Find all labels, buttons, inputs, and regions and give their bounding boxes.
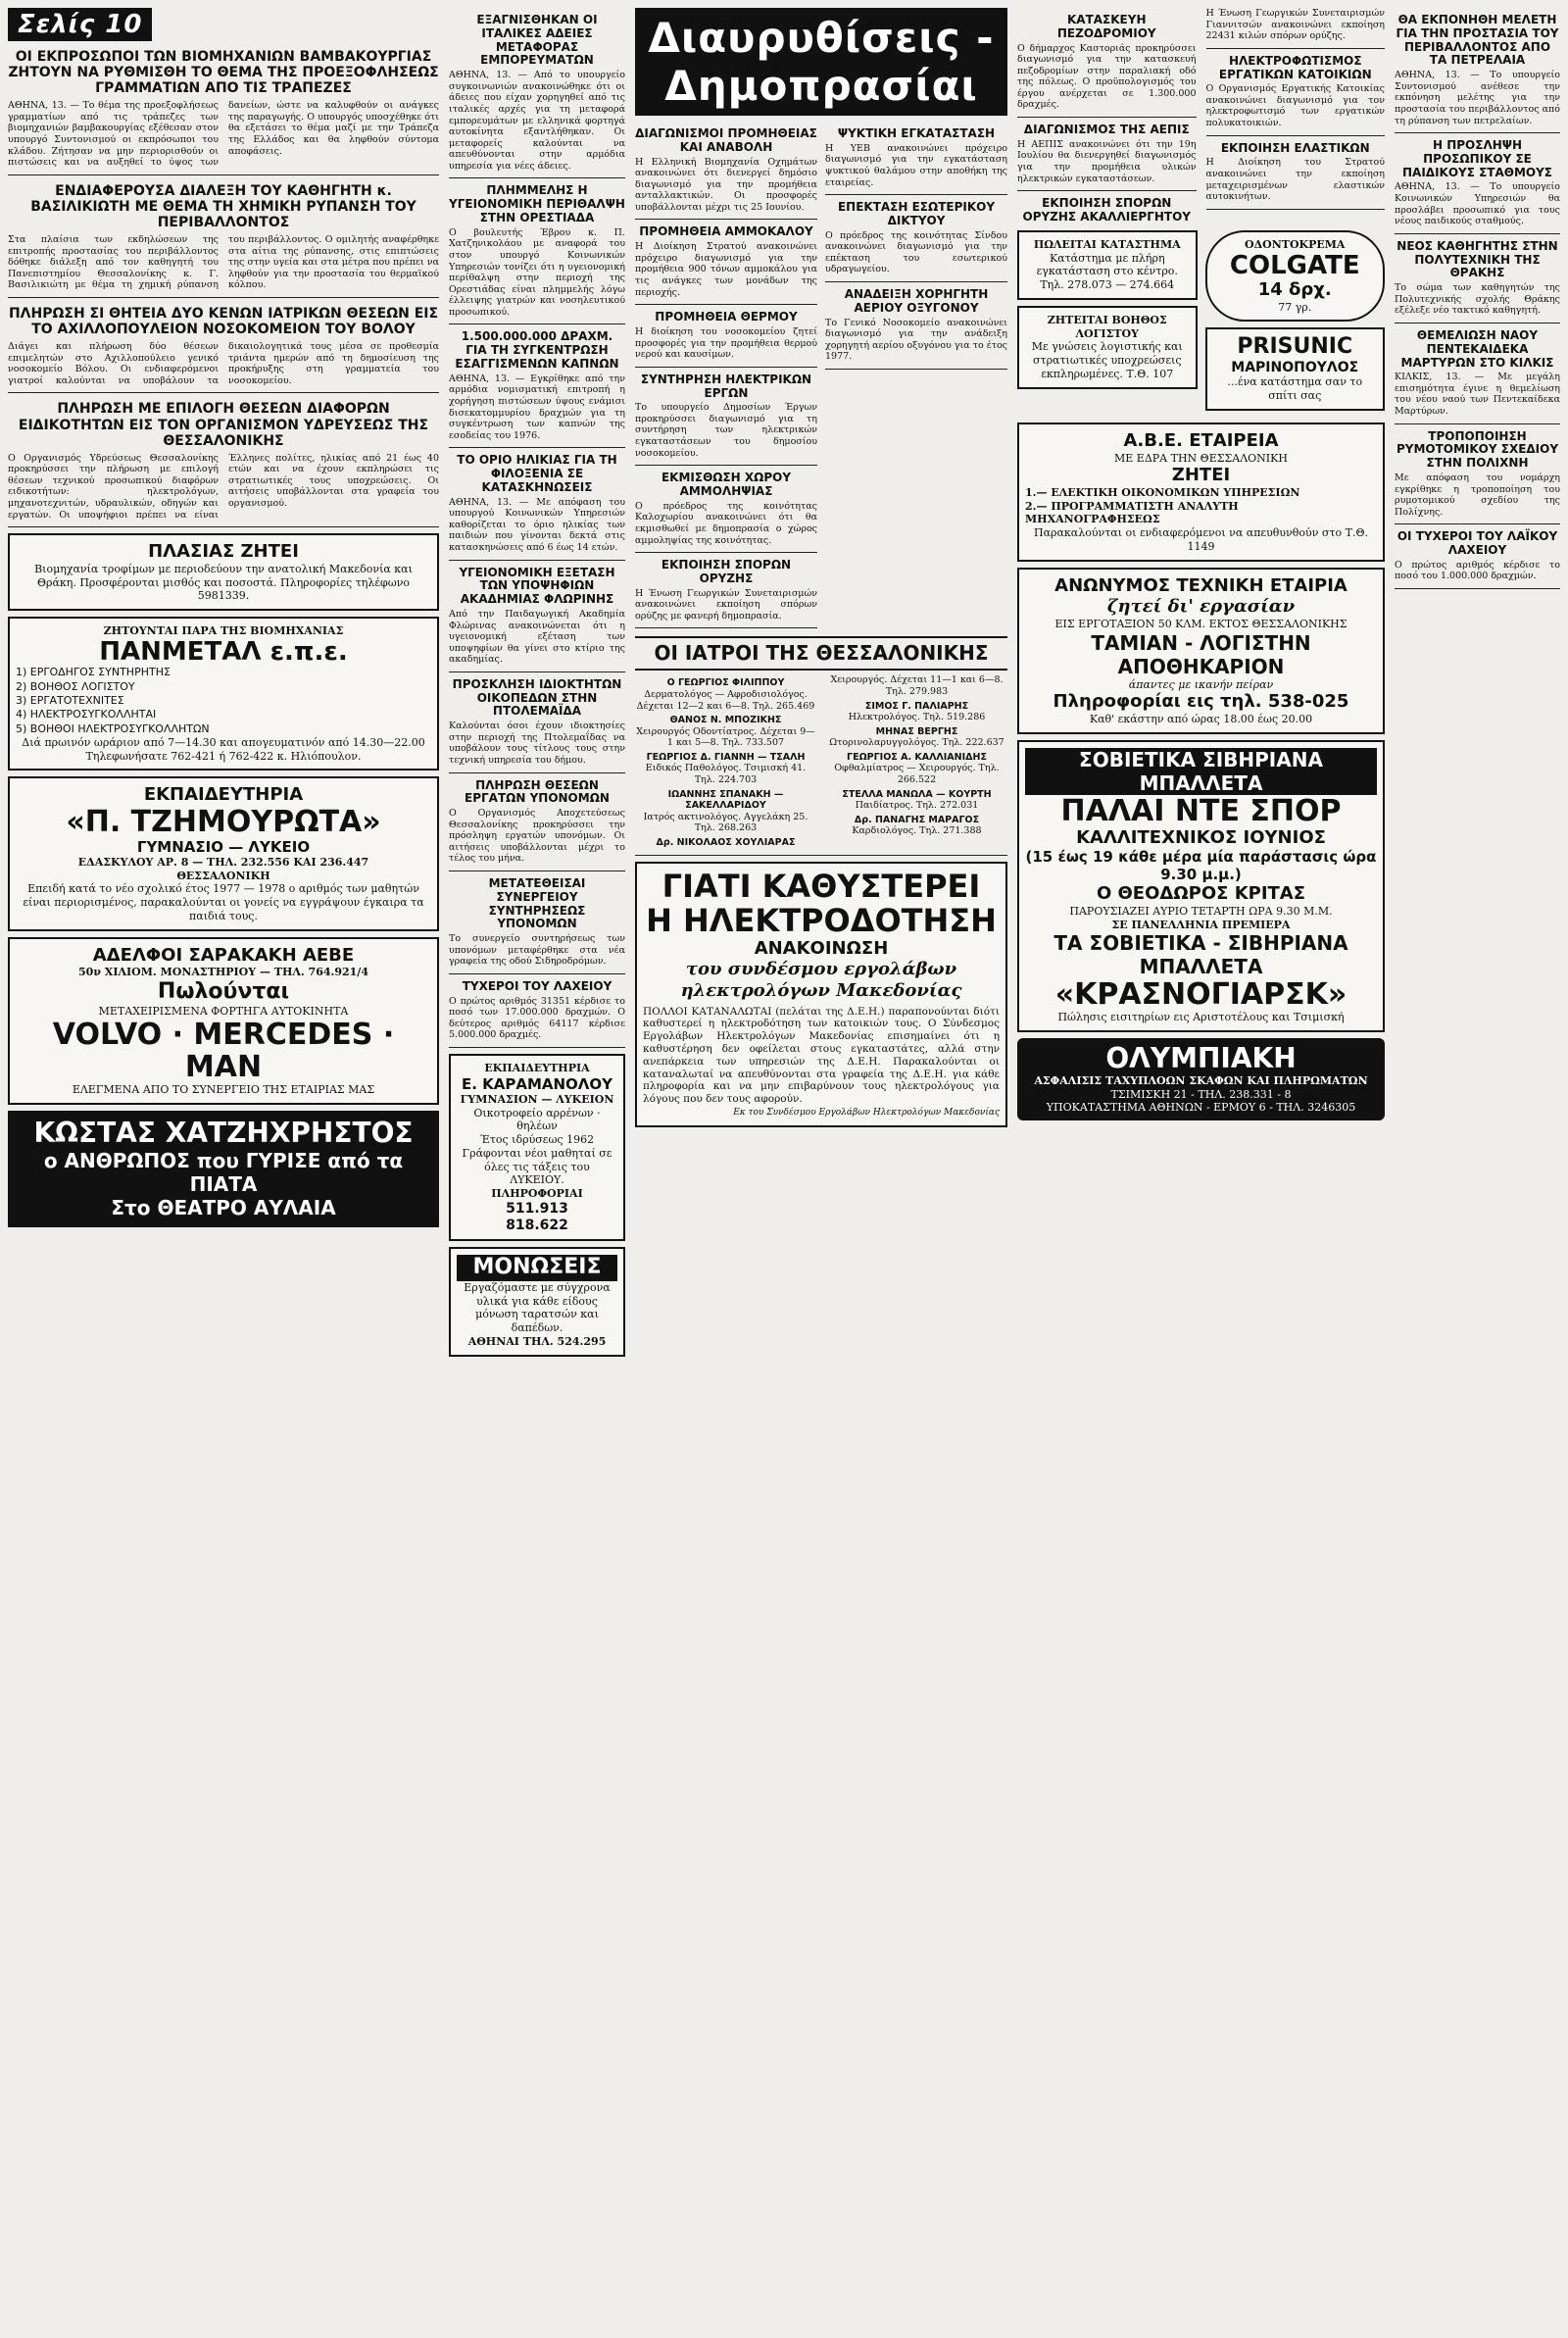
ad-colgate xyxy=(1205,230,1386,323)
ad-sub: ΜΑΡΙΝΟΠΟΥΛΟΣ xyxy=(1231,359,1359,375)
article-sewer-crew xyxy=(449,871,625,974)
ad-name: ΑΔΕΛΦΟΙ ΣΑΡΑΚΑΚΗ ΑΕΒΕ xyxy=(92,944,355,966)
tender-title: ΕΚΠΟΙΗΣΗ ΣΠΟΡΩΝ ΟΡΥΖΗΣ xyxy=(661,558,792,585)
ad-line-1: ΣΟΒΙΕΤΙΚΑ ΣΙΒΗΡΙΑΝΑ ΜΠΑΛΛΕΤΑ xyxy=(1025,748,1377,795)
tender-body: Ο δήμαρχος Καστοριάς προκηρύσσει διαγωνισμό για την κατασκευή πεζοδρομίων στην παραλιακή οδό της πόλεως. Ο προϋπολογισμός του έργου ανέρχεται σε 1.300.000 δραχμές. xyxy=(1017,42,1197,111)
doctor-listing xyxy=(826,815,1007,837)
article-title: ΠΡΟΣΚΛΗΣΗ ΙΔΙΟΚΤΗΤΩΝ ΟΙΚΟΠΕΔΩΝ ΣΤΗΝ ΠΤΟΛΕΜΑΪΔΑ xyxy=(452,676,622,719)
ad-type: ΓΥΜΝΑΣΙΟ — ΛΥΚΕΙΟ xyxy=(136,837,311,856)
article-body: Στα πλαίσια των εκδηλώσεων της επιτροπής προστασίας του περιβάλλοντος δόθηκε διάλεξη από τον καθηγητή του Πανεπιστημίου Θεσσαλονίκης κ. Γ. Βασιλικιώτη με θέμα τη χημική ρύπανση του περιβάλλοντος. Ο ομιλητής αναφέρθηκε στα αίτια της ρύπανσης, στις επιπτώσεις της στην υγεία και στα μέτρα που πρέπει να ληφθούν για την προστασία του θερμαϊκού κόλπου. xyxy=(8,234,439,291)
tender-item xyxy=(635,466,817,553)
tender-title: ΠΡΟΜΗΘΕΙΑ ΘΕΡΜΟΥ xyxy=(655,310,798,324)
ad-sub-2: του συνδέσμου εργολάβων ηλεκτρολόγων Μακεδονίας xyxy=(680,959,962,1002)
ad-title: ΟΔΟΝΤΟΚΡΕΜΑ xyxy=(1245,237,1346,251)
article-body: Ο Οργανισμός Υδρεύσεως Θεσσαλονίκης προκηρύσσει την πλήρωση με επιλογή θέσεων τεχνικού προσωπικού διαφόρων ειδικοτήτων: ηλεκτρολόγων, μηχανοτεχνιτών, υδραυλικών, οδηγών και εργατών. Οι υποψήφιοι πρέπει να είναι Έλληνες πολίτες, ηλικίας από 21 έως 40 ετών και να έχουν εκπληρώσει τις στρατιωτικές τους υποχρεώσεις. Οι αιτήσεις υποβάλλονται στα γραφεία του οργανισμού. xyxy=(8,452,439,521)
tender-title: ΕΠΕΚΤΑΣΗ ΕΣΩΤΕΡΙΚΟΥ ΔΙΚΤΥΟΥ xyxy=(837,200,996,227)
doctor-desc: Καρδιολόγος. Τηλ. 271.388 xyxy=(852,825,982,837)
page-tag xyxy=(8,8,439,41)
ad-body: Βιομηχανία τροφίμων με περιοδεύουν την ανατολική Μακεδονία και Θράκη. Προσφέρονται μισθός και ποσοστά. Πληροφορίες τηλέφωνο 5981339. xyxy=(34,562,413,603)
tender-body: Το Γενικό Νοσοκομείο ανακοινώνει διαγωνισμό για την ανάδειξη χορηγητή αερίου οξυγόνου για το έτος 1977. xyxy=(825,317,1007,363)
ad-brand: ΟΛΥΜΠΙΑΚΗ xyxy=(1105,1042,1297,1075)
ad-phone: ΑΘΗΝΑΙ ΤΗΛ. 524.295 xyxy=(467,1334,607,1348)
tender-title: ΨΥΚΤΙΚΗ ΕΓΚΑΤΑΣΤΑΣΗ xyxy=(837,126,996,140)
ad-company: ΠΑΝΜΕΤΑΛ ε.π.ε. xyxy=(99,636,348,667)
ad-title: ΠΩΛΕΙΤΑΙ ΚΑΤΑΣΤΗΜΑ xyxy=(1033,237,1181,251)
ad-title: Α.Β.Ε. ΕΤΑΙΡΕΙΑ xyxy=(1123,429,1279,451)
doctor-name: ΜΗΝΑΣ ΒΕΡΓΗΣ xyxy=(875,725,958,737)
article-title: Η ΠΡΟΣΛΗΨΗ ΠΡΟΣΩΠΙΚΟΥ ΣΕ ΠΑΙΔΙΚΟΥΣ ΣΤΑΘΜΟΥΣ xyxy=(1401,138,1552,179)
article-florina-exam xyxy=(449,561,625,672)
ad-position: ΤΑΜΙΑΝ - ΛΟΓΙΣΤΗΝ ΑΠΟΘΗΚΑΡΙΟΝ xyxy=(1091,630,1311,678)
ad-want: ζητεί δι' εργασίαν xyxy=(1106,596,1296,618)
tender-item xyxy=(825,122,1007,195)
ad-electricians-notice xyxy=(635,862,1007,1128)
doctor-listing xyxy=(635,789,816,834)
tender-body: Ο Οργανισμός Εργατικής Κατοικίας ανακοινώνει διαγωνισμό για τον ηλεκτροφωτισμό των εργατικών πολυκατοικιών. xyxy=(1205,83,1385,129)
article-oil-pollution xyxy=(1395,8,1560,133)
ad-label: ΕΚΠΑΙΔΕΥΤΗΡΙΑ xyxy=(143,784,304,806)
tender-item xyxy=(635,122,817,220)
doctor-name: ΓΕΩΡΓΙΟΣ Α. ΚΑΛΛΙΑΝΙΔΗΣ xyxy=(847,751,987,763)
ad-title-2: Η ΗΛΕΚΤΡΟΔΟΤΗΣΗ xyxy=(646,901,997,939)
list-item: 2) ΒΟΗΘΟΣ ΛΟΓΙΣΤΟΥ xyxy=(16,679,135,693)
ad-note: Παρακαλούνται οι ενδιαφερόμενοι να απευθυνθούν στο Τ.Θ. 1149 xyxy=(1034,526,1368,553)
article-volos-hospital xyxy=(8,298,439,394)
ad-sell: Πωλούνται xyxy=(157,979,290,1005)
tender-body: Η διοίκηση του νοσοκομείου ζητεί προσφορές για την προμήθεια θερμού νερού και καυσίμων. xyxy=(635,325,817,361)
ad-phone-label: ΠΛΗΡΟΦΟΡΙΑΙ xyxy=(491,1187,583,1201)
doctor-name: Δρ. ΝΙΚΟΛΑΟΣ ΧΟΥΛΙΑΡΑΣ xyxy=(656,836,796,848)
tender-body: Η Διοίκηση Στρατού ανακοινώνει πρόχειρο διαγωνισμό για την προμήθεια 900 τόνων αμμοκάλου για τις ανάγκες των μονάδων της περιοχής. xyxy=(635,241,817,298)
ad-line-1: ΚΩΣΤΑΣ ΧΑΤΖΗΧΡΗΣΤΟΣ xyxy=(33,1116,414,1149)
article-body: ΑΘΗΝΑ, 13. — Από το υπουργείο συγκοινωνιών ανακοινώθηκε ότι οι άδειες που είχαν χορηγηθεί από τις ιταλικές αρχές για τη μεταφορά εμπορευμάτων με ελληνικά φορτηγά αυτοκίνητα εξαντλήθηκαν. Οι μεταφορείς καλούνται να απευθύνονται στην αρμόδια υπηρεσία για νέες άδειες. xyxy=(449,70,625,172)
ad-soviet-ballet xyxy=(1017,740,1385,1032)
tender-item xyxy=(635,305,817,368)
article-body: ΚΙΛΚΙΣ, 13. — Με μεγάλη επισημότητα έγινε η θεμελίωση του νέου ναού των Πεντεκαίδεκα Μαρτύρων. xyxy=(1395,372,1560,418)
tender-body: Η Ένωση Γεωργικών Συνεταιρισμών Γιαννιτσών ανακοινώνει εκποίηση 22431 κιλών σπόρων ορύζης. xyxy=(1205,8,1385,42)
article-pollution-lecture xyxy=(8,175,439,298)
ad-label: ΕΚΠΑΙΔΕΥΤΗΡΙΑ xyxy=(484,1062,590,1075)
tenders-col4 xyxy=(1017,8,1385,224)
article-body: Ο Οργανισμός Αποχετεύσεως Θεσσαλονίκης προκηρύσσει την πρόσληψη εργατών υπονόμων. Οι αιτήσεις υποβάλλονται μέχρι το τέλος του μήνα. xyxy=(449,808,625,865)
page-number-logo: Σελίς 10 xyxy=(8,8,152,41)
tender-item xyxy=(635,368,817,466)
ad-line-3: Στο ΘΕΑΤΡΟ ΑΥΛΑΙΑ xyxy=(111,1195,336,1219)
doctor-name: ΓΕΩΡΓΙΟΣ Δ. ΓΙΑΝΝΗ — ΤΣΑΛΗ xyxy=(646,751,806,763)
ad-line-8: ΤΑ ΣΟΒΙΕΤΙΚΑ - ΣΙΒΗΡΙΑΝΑ ΜΠΑΛΛΕΤΑ xyxy=(1054,931,1348,979)
doctor-desc: Ειδικός Παθολόγος. Τσιμισκή 41. Τηλ. 224.703 xyxy=(645,763,807,786)
article-tobacco-credits xyxy=(449,324,625,448)
ad-phone-2: 818.622 xyxy=(506,1217,568,1233)
article-body: Από την Παιδαγωγική Ακαδημία Φλώρινας ανακοινώνεται ότι η υγειονομική εξέταση των υποψηφίων θα γίνει στο κτίριο της ακαδημίας. xyxy=(449,608,625,666)
ad-olympiaki-insurance xyxy=(1017,1038,1385,1120)
doctor-listing xyxy=(826,726,1007,749)
tender-item xyxy=(1206,136,1386,210)
ad-salesman xyxy=(8,533,439,611)
ad-name: Ε. ΚΑΡΑΜΑΝΟΛΟΥ xyxy=(461,1074,613,1093)
doctor-listing xyxy=(826,789,1007,812)
article-body: Ο πρώτος αριθμός 31351 κέρδισε το ποσό των 17.000.000 δραχμών. Ο δεύτερος αριθμός 64117 κέρδισε 5.000.000 δραχμές. xyxy=(449,995,625,1041)
article-title: ΠΛΗΜΜΕΛΗΣ Η ΥΓΕΙΟΝΟΜΙΚΗ ΠΕΡΙΘΑΛΨΗ ΣΤΗΝ ΟΡΕΣΤΙΑΔΑ xyxy=(449,183,625,224)
doctor-listing xyxy=(635,677,816,712)
doctor-listing xyxy=(635,715,816,749)
article-thrace-professor xyxy=(1395,234,1560,323)
ad-body: ΠΟΛΛΟΙ ΚΑΤΑΝΑΛΩΤΑΙ (πελάται της Δ.Ε.Η.) παραπονούνται διότι καθυστερεί η ηλεκτροδότηση των κατοικιών τους. Ο Σύνδεσμος Εργολάβων Ηλεκτρολόγων Μακεδονίας επισημαίνει ότι η καθυστέρηση δεν οφείλεται στους εγκαταστάτες, αλλά στην ανεπάρκεια των υπηρεσιών της Δ.Ε.Η. Παρακαλούνται οι καταναλωταί να απευθύνονται στα γραφεία της Δ.Ε.Η. για κάθε πληροφορία και να μην επιβαρύνουν τους ηλεκτρολόγους για λόγους που δεν τους αφορούν. xyxy=(643,1005,1000,1106)
ad-line-5: Ο ΘΕΟΔΩΡΟΣ ΚΡΙΤΑΣ xyxy=(1096,883,1306,905)
article-title: ΜΕΤΑΤΕΘΕΙΣΑΙ ΣΥΝΕΡΓΕΙΟΥ ΣΥΝΤΗΡΗΣΕΩΣ ΥΠΟΝΟΜΩΝ xyxy=(488,876,586,931)
ad-phone: Τηλεφωνήσατε 762-421 ή 762-422 κ. Ηλιόπουλον. xyxy=(85,749,362,763)
ad-phone: 538-025 xyxy=(1267,691,1349,713)
ad-title: ΖΗΤΕΙΤΑΙ ΒΟΗΘΟΣ ΛΟΓΙΣΤΟΥ xyxy=(1047,313,1167,340)
ad-insulation xyxy=(449,1247,625,1356)
article-nursery-staff xyxy=(1395,133,1560,234)
article-body: Διάγει και πλήρωση δύο θέσεων επιμελητών στο Αχιλλοπούλειο γενικό νοσοκομείο Βόλου. Οι ενδιαφερόμενοι γιατροί καλούνται να υποβάλουν τα δικαιολογητικά τους μέσα σε προθεσμία τριάντα ημερών από τη δημοσίευση της προκήρυξης στη γραμματεία του νοσοκομείου. xyxy=(8,341,439,386)
ad-tag: ...ένα κατάστημα σαν το σπίτι σας xyxy=(1227,375,1363,403)
ad-title: ΠΛΑΣΙΑΣ ΖΗΤΕΙ xyxy=(148,541,299,563)
article-body: Ο πρώτος αριθμός κέρδισε το ποσό του 1.000.000 δραχμών. xyxy=(1395,559,1560,582)
column-5 xyxy=(1395,8,1560,2331)
article-body: ΑΘΗΝΑ, 13. — Το υπουργείο Συντονισμού ανέθεσε την εκπόνηση μελέτης για την προστασία του περιβάλλοντος από τη ρύπανση των πετρελαίων. xyxy=(1395,70,1560,126)
column-2 xyxy=(449,8,625,2331)
article-title: ΕΞΑΓΝΙΣΘΗΚΑΝ ΟΙ ΙΤΑΛΙΚΕΣ ΑΔΕΙΕΣ ΜΕΤΑΦΟΡΑΣ ΕΜΠΟΡΕΥΜΑΤΩΝ xyxy=(476,13,598,68)
ad-title-1: ΓΙΑΤΙ ΚΑΘΥΣΤΕΡΕΙ xyxy=(662,867,981,905)
article-water-org xyxy=(8,393,439,527)
article-body: Με απόφαση του νομάρχη εγκρίθηκε η τροποποίηση του ρυμοτομικού σχεδίου της Πολίχνης. xyxy=(1395,473,1560,518)
ad-sub: Οικοτροφείο αρρένων · θηλέων xyxy=(473,1106,601,1133)
ad-line-3: ΚΑΛΛΙΤΕΧΝΙΚΟΣ ΙΟΥΝΙΟΣ xyxy=(1076,826,1326,848)
article-body: Το συνεργείο συντηρήσεως των υπονόμων μεταφέρθηκε στα νέα γραφεία της οδού Σιδηροδρόμων. xyxy=(449,933,625,968)
article-body: ΑΘΗΝΑ, 13. — Εγκρίθηκε από την αρμόδια νομισματική επιτροπή η χορήγηση πιστώσεων ύψους ενάμισι δισεκατομμυρίου δραχμών για τη συγκέντρωση των καπνών της εσοδείας του 1976. xyxy=(449,373,625,441)
ad-body: Εργαζόμαστε με σύγχρονα υλικά για κάθε είδους μόνωση ταρατσών και δαπέδων. xyxy=(464,1280,611,1335)
ad-body: Με γνώσεις λογιστικής και στρατιωτικές υποχρεώσεις εκπληρωμένες. Τ.Θ. 107 xyxy=(1031,340,1183,380)
tender-body: Η ΑΕΠΙΣ ανακοινώνει ότι την 19η Ιουλίου θα διενεργηθεί διαγωνισμός για την προμήθεια υλικών ηλεκτρικών εγκαταστάσεων. xyxy=(1017,138,1197,184)
article-title: ΟΙ ΤΥΧΕΡΟΙ ΤΟΥ ΛΑΪΚΟΥ ΛΑΧΕΙΟΥ xyxy=(1396,529,1558,558)
column-4 xyxy=(1017,8,1385,2331)
ad-want: ΖΗΤΕΙ xyxy=(1171,465,1231,486)
ad-line-6: ΠΑΡΟΥΣΙΑΖΕΙ ΑΥΡΙΟ ΤΕΤΑΡΤΗ ΩΡΑ 9.30 Μ.Μ. xyxy=(1069,904,1333,918)
article-title: ΤΥΧΕΡΟΙ ΤΟΥ ΛΑΧΕΙΟΥ xyxy=(462,978,612,993)
ad-brand: PRISUNIC xyxy=(1237,334,1353,360)
tender-title: ΑΝΑΔΕΙΞΗ ΧΟΡΗΓΗΤΗ ΑΕΡΙΟΥ ΟΞΥΓΟΝΟΥ xyxy=(844,287,989,315)
doctor-name: Δρ. ΠΑΝΑΓΗΣ ΜΑΡΑΓΟΣ xyxy=(854,814,980,825)
ad-note: Γράφονται νέοι μαθηταί σε όλες τις τάξεις του ΛΥΚΕΙΟΥ. xyxy=(462,1146,612,1187)
tender-body: Η Διοίκηση του Στρατού ανακοινώνει την εκποίηση μεταχειρισμένων ελαστικών αυτοκινήτων. xyxy=(1205,157,1385,203)
article-title: ΠΛΗΡΩΣΗ ΣΙ ΘΗΤΕΙΑ ΔΥΟ ΚΕΝΩΝ ΙΑΤΡΙΚΩΝ ΘΕΣΕΩΝ ΕΙΣ ΤΟ ΑΧΙΛΛΟΠΟΥΛΕΙΟΝ ΝΟΣΟΚΟΜΕΙΟΝ ΤΟΥ ΒΟΛΟΥ xyxy=(8,305,439,338)
tender-title: ΗΛΕΚΤΡΟΦΩΤΙΣΜΟΣ ΕΡΓΑΤΙΚΩΝ ΚΑΤΟΙΚΙΩΝ xyxy=(1218,53,1372,81)
doctor-name: ΙΩΑΝΝΗΣ ΣΠΑΝΑΚΗ — ΣΑΚΕΛΛΑΡΙΔΟΥ xyxy=(667,788,784,812)
article-title: ΘΑ ΕΚΠΟΝΗΘΗ ΜΕΛΕΤΗ ΓΙΑ ΤΗΝ ΠΡΟΣΤΑΣΙΑ ΤΟΥ ΠΕΡΙΒΑΛΛΟΝΤΟΣ ΑΠΟ ΤΑ ΠΕΤΡΕΛΑΙΑ xyxy=(1396,13,1559,68)
column-3 xyxy=(635,8,1007,2331)
ad-prisunic xyxy=(1205,327,1386,410)
article-body: ΑΘΗΝΑ, 13. — Το υπουργείο Κοινωνικών Υπηρεσιών θα προσλάβει προσωπικό για τους νέους παιδικούς σταθμούς. xyxy=(1395,181,1560,227)
tender-body: Το υπουργείο Δημοσίων Έργων προκηρύσσει διαγωνισμό για τη συντήρηση των ηλεκτρικών εγκαταστάσεων του δημοσίου νοσοκομείου. xyxy=(635,402,817,459)
ad-panmetal xyxy=(8,617,439,771)
tender-body: Ο πρόεδρος της κοινότητας Σίνδου ανακοινώνει διαγωνισμό για την επέκταση του εσωτερικού υδραγωγείου. xyxy=(825,229,1007,275)
tender-item xyxy=(825,195,1007,282)
doctors-title: ΟΙ ΙΑΤΡΟΙ ΤΗΣ ΘΕΣΣΑΛΟΝΙΚΗΣ xyxy=(635,636,1007,671)
article-polichni-plan xyxy=(1395,424,1560,525)
article-title: ΝΕΟΣ ΚΑΘΗΓΗΤΗΣ ΣΤΗΝ ΠΟΛΥΤΕΧΝΙΚΗ ΤΗΣ ΘΡΑΚΗΣ xyxy=(1396,238,1558,280)
tender-body: Η Ελληνική Βιομηχανία Οχημάτων ανακοινώνει ότι διενεργεί δημόσιο διαγωνισμό για την προμήθεια ανταλλακτικών. Οι προσφορές υποβάλλονται μέχρι τις 25 Ιουνίου. xyxy=(635,156,817,213)
ad-address-2: ΥΠΟΚΑΤΑΣΤΗΜΑ ΑΘΗΝΩΝ - ΕΡΜΟΥ 6 - ΤΗΛ. 3246305 xyxy=(1046,1101,1356,1115)
ad-requirement: άπαντες με ικανήν πείραν xyxy=(1128,677,1274,691)
article-body: Το σώμα των καθηγητών της Πολυτεχνικής σχολής Θράκης εξέλεξε νέο τακτικό καθηγητή. xyxy=(1395,282,1560,317)
tender-item xyxy=(1206,49,1386,136)
article-title: ΥΓΕΙΟΝΟΜΙΚΗ ΕΞΕΤΑΣΗ ΤΩΝ ΥΠΟΨΗΦΙΩΝ ΑΚΑΔΗΜΙΑΣ ΦΛΩΡΙΝΗΣ xyxy=(459,565,615,607)
ad-line-7: ΣΕ ΠΑΝΕΛΛΗΝΙΑ ΠΡΕΜΙΕΡΑ xyxy=(1111,918,1291,931)
tender-title: ΕΚΠΟΙΗΣΗ ΕΛΑΣΤΙΚΩΝ xyxy=(1220,140,1370,155)
article-cotton-industry xyxy=(8,41,439,175)
doctor-name: ΣΤΕΛΛΑ ΜΑΝΩΛΑ — ΚΟΥΡΤΗ xyxy=(842,788,992,800)
article-title: ΘΕΜΕΛΙΩΣΗ ΝΑΟΥ ΠΕΝΤΕΚΑΙΔΕΚΑ ΜΑΡΤΥΡΩΝ ΣΤΟ ΚΙΛΚΙΣ xyxy=(1400,327,1554,370)
tender-title: ΔΙΑΓΩΝΙΣΜΟΙ ΠΡΟΜΗΘΕΙΑΣ ΚΑΙ ΑΝΑΒΟΛΗ xyxy=(635,126,817,154)
list-item: 4) ΗΛΕΚΤΡΟΣΥΓΚΟΛΛΗΤΑΙ xyxy=(16,708,157,721)
ad-name: «Π. ΤΖΗΜΟΥΡΩΤΑ» xyxy=(66,804,381,839)
column-1 xyxy=(8,8,439,2331)
ad-sub: ΜΕ ΕΔΡΑ ΤΗΝ ΘΕΣΣΑΛΟΝΙΚΗ xyxy=(1114,451,1288,465)
ad-karamanolou-school xyxy=(449,1054,625,1241)
ad-address: ΤΣΙΜΙΣΚΗ 21 - ΤΗΛ. 238.331 - 8 xyxy=(1110,1087,1292,1101)
doctors-section xyxy=(635,628,1007,855)
ad-theatre xyxy=(8,1111,439,1227)
article-lottery xyxy=(449,974,625,1048)
ad-phone-label: Πληροφορίαι εις τηλ. xyxy=(1053,691,1262,713)
ad-position-1: 1.— ΕΛΕΚΤΙΚΗ ΟΙΚΟΝΟΜΙΚΩΝ ΥΠΗΡΕΣΙΩΝ xyxy=(1025,485,1300,499)
doctor-listing xyxy=(826,701,1007,723)
article-body: ΑΘΗΝΑ, 13. — Το θέμα της προεξοφλήσεως γραμματίων από τις τράπεζες των βιομηχανιών βαμβακουργίας εξέθεσαν στον υπουργό Συντονισμού οι εκπρόσωποι του κλάδου. Ζήτησαν να μην περιορισθούν οι πιστώσεις και να αυξηθεί το ύψος των δανείων, ώστε να καλυφθούν οι ανάγκες της παραγωγής. Ο υπουργός υποσχέθηκε ότι θα εξετάσει το θέμα μαζί με την Τράπεζα της Ελλάδος και θα ληφθούν σύντομα αποφάσεις. xyxy=(8,100,439,169)
tender-title: ΚΑΤΑΣΚΕΥΗ ΠΕΖΟΔΡΟΜΙΟΥ xyxy=(1056,13,1156,40)
ad-brands: VOLVO · MERCEDES · MAN xyxy=(52,1018,395,1085)
list-item: 1) ΕΡΓΟΔΗΓΟΣ ΣΥΝΤΗΡΗΤΗΣ xyxy=(16,666,171,679)
tender-title: ΕΚΜΙΣΘΩΣΗ ΧΩΡΟΥ ΑΜΜΟΛΗΨΙΑΣ xyxy=(661,471,792,498)
article-ptolemaida xyxy=(449,672,625,773)
ad-address: ΕΔΑΣΚΥΛΟΥ ΑΡ. 8 — ΤΗΛ. 232.556 ΚΑΙ 236.447 xyxy=(77,855,369,869)
ad-line-9: «ΚΡΑΣΝΟΓΙΑΡΣΚ» xyxy=(1054,977,1348,1013)
ad-title: ΑΝΩΝΥΜΟΣ ΤΕΧΝΙΚΗ ΕΤΑΙΡΙΑ xyxy=(1054,574,1348,596)
ad-sarakaki-trucks xyxy=(8,937,439,1105)
tenders-left xyxy=(635,122,817,628)
article-title: ΟΙ ΕΚΠΡΟΣΩΠΟΙ ΤΩΝ ΒΙΟΜΗΧΑΝΙΩΝ ΒΑΜΒΑΚΟΥΡΓΙΑΣ ΖΗΤΟΥΝ ΝΑ ΡΥΘΜΙΣΘΗ ΤΟ ΘΕΜΑ ΤΗΣ ΠΡΟΕΞΟΦΛΗΣΕΩΣ ΓΡΑΜΜΑΤΙΩΝ ΑΠΟ ΤΙΣ ΤΡΑΠΕΖΕΣ xyxy=(8,49,439,97)
article-title: ΠΛΗΡΩΣΗ ΜΕ ΕΠΙΛΟΓΗ ΘΕΣΕΩΝ ΔΙΑΦΟΡΩΝ ΕΙΔΙΚΟΤΗΤΩΝ ΕΙΣ ΤΟΝ ΟΡΓΑΝΙΣΜΟΝ ΥΔΡΕΥΣΕΩΣ ΤΗΣ ΘΕΣΣΑΛΟΝΙΚΗΣ xyxy=(18,401,429,449)
tender-body: Η Ένωση Γεωργικών Συνεταιρισμών ανακοινώνει εκποίηση σπόρων ορύζης με φανερή δημοπρασία. xyxy=(635,587,817,622)
ad-title: ΜΟΝΩΣΕΙΣ xyxy=(457,1255,617,1280)
ad-note: Επειδή κατά το νέο σχολικό έτος 1977 — 1978 ο αριθμός των μαθητών είναι περιορισμένος, παρακαλούνται οι γονείς να εγγράψουν έγκαιρα τα παιδιά τους. xyxy=(23,882,424,922)
tender-title: ΣΥΝΤΗΡΗΣΗ ΗΛΕΚΤΡΙΚΩΝ ΕΡΓΩΝ xyxy=(640,372,812,400)
article-orestiada-health xyxy=(449,178,625,324)
ad-line-2: ο ΑΝΘΡΩΠΟΣ που ΓΥΡΙΣΕ από τα ΠΙΑΤΑ xyxy=(43,1148,404,1196)
ad-phone: 511.913 xyxy=(506,1200,568,1217)
article-kilkis-church xyxy=(1395,323,1560,424)
tenders-right xyxy=(825,122,1007,628)
ad-sub-1: ΑΝΑΚΟΙΝΩΣΗ xyxy=(754,937,889,959)
ad-store-for-sale xyxy=(1017,230,1198,300)
doctor-desc: Χειρουργός Οδοντίατρος. Δέχεται 9—1 και 5—8. Τηλ. 733.507 xyxy=(636,725,815,749)
ad-since: Έτος ιδρύσεως 1962 xyxy=(479,1133,595,1147)
ad-accountant-wanted xyxy=(1017,306,1198,389)
article-title: ΤΡΟΠΟΠΟΙΗΣΗ ΡΥΜΟΤΟΜΙΚΟΥ ΣΧΕΔΙΟΥ ΣΤΗΝ ΠΟΛΙΧΝΗ xyxy=(1396,428,1559,471)
list-item: 3) ΕΡΓΑΤΟΤΕΧΝΙΤΕΣ xyxy=(16,693,124,707)
article-title: ΠΛΗΡΩΣΗ ΘΕΣΕΩΝ ΕΡΓΑΤΩΝ ΥΠΟΝΟΜΩΝ xyxy=(465,777,610,806)
tender-item xyxy=(825,282,1007,370)
ad-tzimourota-school xyxy=(8,776,439,930)
doctor-desc: Δερματολόγος — Αφροδισιολόγος. Δέχεται 12—2 και 6—8. Τηλ. 265.469 xyxy=(636,689,815,712)
article-title: ΤΟ ΟΡΙΟ ΗΛΙΚΙΑΣ ΓΙΑ ΤΗ ΦΙΛΟΞΕΝΙΑ ΣΕ ΚΑΤΑΣΚΗΝΩΣΕΙΣ xyxy=(457,453,617,494)
ad-price: 14 δρχ. xyxy=(1257,279,1332,301)
ad-sign: Εκ του Συνδέσμου Εργολάβων Ηλεκτρολόγων Μακεδονίας xyxy=(733,1108,1000,1119)
ad-position-2: 2.— ΠΡΟΓΡΑΜΜΑΤΙΣΤΗ ΑΝΑΛΥΤΗ ΜΗΧΑΝΟΓΡΑΦΗΣΕΩΣ xyxy=(1025,499,1239,526)
doctor-desc: Ιατρός ακτινολόγος. Αγγελάκη 25. Τηλ. 268.263 xyxy=(643,811,808,834)
ad-checked: ΕΛΕΓΜΕΝΑ ΑΠΟ ΤΟ ΣΥΝΕΡΓΕΙΟ ΤΗΣ ΕΤΑΙΡΙΑΣ ΜΑΣ xyxy=(72,1083,375,1097)
ad-address: 50ν ΧΙΛΙΟΜ. ΜΟΝΑΣΤΗΡΙΟΥ — ΤΗΛ. 764.921/4 xyxy=(78,966,368,979)
tender-item xyxy=(635,220,817,305)
ad-line-4: (15 έως 19 κάθε μέρα μία παράστασις ώρα 9.30 μ.μ.) xyxy=(1025,848,1377,884)
doctor-desc: Χειρουργός. Δέχεται 11—1 και 6—8. Τηλ. 279.983 xyxy=(830,674,1004,697)
ad-title: ΖΗΤΟΥΝΤΑΙ ΠΑΡΑ ΤΗΣ ΒΙΟΜΗΧΑΝΙΑΣ xyxy=(103,624,344,638)
doctor-listing xyxy=(635,752,816,786)
tender-title: ΕΚΠΟΙΗΣΗ ΣΠΟΡΩΝ ΟΡΥΖΗΣ ΑΚΑΛΛΙΕΡΓΗΤΟΥ xyxy=(1022,196,1191,224)
tender-title: ΠΡΟΜΗΘΕΙΑ ΑΜΜΟΚΑΛΟΥ xyxy=(639,224,813,239)
doctor-listing xyxy=(826,752,1007,786)
doctor-desc: Ωτορινολαρυγγολόγος. Τηλ. 222.637 xyxy=(829,737,1004,749)
tender-item xyxy=(1017,118,1197,191)
article-title: ΕΝΔΙΑΦΕΡΟΥΣΑ ΔΙΑΛΕΞΗ ΤΟΥ ΚΑΘΗΓΗΤΗ κ. ΒΑΣΙΛΙΚΙΩΤΗ ΜΕ ΘΕΜΑ ΤΗ ΧΗΜΙΚΗ ΡΥΠΑΝΣΗ ΤΟΥ ΠΕΡΙΒΑΛΛΟΝΤΟΣ xyxy=(30,182,416,230)
article-sewer-workers xyxy=(449,773,625,871)
ad-type: ΓΥΜΝΑΣΙΟΝ — ΛΥΚΕΙΟΝ xyxy=(460,1092,614,1106)
doctor-desc: Ηλεκτρολόγος. Τηλ. 519.286 xyxy=(848,712,986,723)
tender-item xyxy=(635,553,817,628)
ad-technical-company xyxy=(1017,568,1385,734)
tender-title: ΔΙΑΓΩΝΙΣΜΟΣ ΤΗΣ ΑΕΠΙΣ xyxy=(1023,123,1190,137)
section-banner: Διαυρυθίσεις - Δημοπρασίαι xyxy=(635,8,1007,116)
doctor-name: Ο ΓΕΩΡΓΙΟΣ ΦΙΛΙΠΠΟΥ xyxy=(666,677,785,689)
ad-hours: Διά πρωινόν ωράριον από 7—14.30 και απογευματινόν από 14.30—22.00 xyxy=(22,735,425,749)
ad-line-2: ΠΑΛΑΙ ΝΤΕ ΣΠΟΡ xyxy=(1060,793,1342,828)
doctor-desc: Παιδίατρος. Τηλ. 272.031 xyxy=(855,800,979,812)
ad-city: ΘΕΣΣΑΛΟΝΙΚΗ xyxy=(176,869,270,882)
article-camp-age xyxy=(449,448,625,560)
ad-brand: COLGATE xyxy=(1229,250,1360,280)
ad-sub: ΑΣΦΑΛΙΣΙΣ ΤΑΧΥΠΛΟΩΝ ΣΚΑΦΩΝ ΚΑΙ ΠΛΗΡΩΜΑΤΩΝ xyxy=(1034,1073,1368,1087)
article-body: Καλούνται όσοι έχουν ιδιοκτησίες στην περιοχή της Πτολεμαΐδας να υποβάλουν τους τίτλους τους στην τεχνική υπηρεσία του δήμου. xyxy=(449,721,625,766)
doctor-desc: Οφθαλμίατρος — Χειρουργός. Τηλ. 266.522 xyxy=(834,763,1000,786)
article-body: Ο βουλευτής Έβρου κ. Π. Χατζηνικολάου με αναφορά του στον υπουργό Κοινωνικών Υπηρεσιών τονίζει ότι η υγειονομική περίθαλψη στην περιοχή της Ορεστιάδας είναι πλημμελής λόγω έλλειψης γιατρών και νοσηλευτικού προσωπικού. xyxy=(449,226,625,318)
ad-place: ΕΙΣ ΕΡΓΟΤΑΞΙΟΝ 50 ΚΛΜ. ΕΚΤΟΣ ΘΕΣΣΑΛΟΝΙΚΗΣ xyxy=(1054,617,1348,630)
tender-body: Η ΥΕΒ ανακοινώνει πρόχειρο διαγωνισμό για την εγκατάσταση ψυκτικού θαλάμου στην αποθήκη της εταιρείας. xyxy=(825,142,1007,188)
ad-body: Κατάστημα με πλήρη εγκατάσταση στο κέντρο. Τηλ. 278.073 — 274.664 xyxy=(1036,251,1178,292)
article-popular-lottery xyxy=(1395,524,1560,589)
article-italian-permits xyxy=(449,8,625,178)
doctor-name: ΣΙΜΟΣ Γ. ΠΑΛΙΑΡΗΣ xyxy=(864,700,969,712)
article-body: ΑΘΗΝΑ, 13. — Με απόφαση του υπουργού Κοινωνικών Υπηρεσιών καθορίζεται το όριο ηλικίας των παιδιών που γίνονται δεκτά στις κατασκηνώσεις από 6 έως 14 ετών. xyxy=(449,496,625,553)
article-title: 1.500.000.000 ΔΡΑΧΜ. ΓΙΑ ΤΗ ΣΥΓΚΕΝΤΡΩΣΗ ΕΣΑΓΓΙΣΜΕΝΩΝ ΚΑΠΝΩΝ xyxy=(455,329,619,371)
ad-abe-company xyxy=(1017,423,1385,562)
tender-item xyxy=(1017,8,1197,118)
tender-body: Ο πρόεδρος της κοινότητας Καλοχωρίου ανακοινώνει ότι θα εκμισθωθεί με δημοπρασία ο χώρος αμμοληψίας της κοινότητας. xyxy=(635,500,817,546)
ad-hours: Καθ' εκάστην από ώρας 18.00 έως 20.00 xyxy=(1089,712,1313,725)
ad-note: 77 γρ. xyxy=(1278,300,1312,314)
ad-line-10: Πώλησις εισιτηρίων εις Αριστοτέλους και Τσιμισκή xyxy=(1057,1011,1345,1024)
list-item: 5) ΒΟΗΘΟΙ ΗΛΕΚΤΡΟΣΥΓΚΟΛΛΗΤΩΝ xyxy=(16,721,210,735)
doctor-name: ΘΑΝΟΣ Ν. ΜΠΟΖΙΚΗΣ xyxy=(669,715,782,726)
ad-desc: ΜΕΤΑΧΕΙΡΙΣΜΕΝΑ ΦΟΡΤΗΓΑ ΑΥΤΟΚΙΝΗΤΑ xyxy=(98,1005,349,1019)
